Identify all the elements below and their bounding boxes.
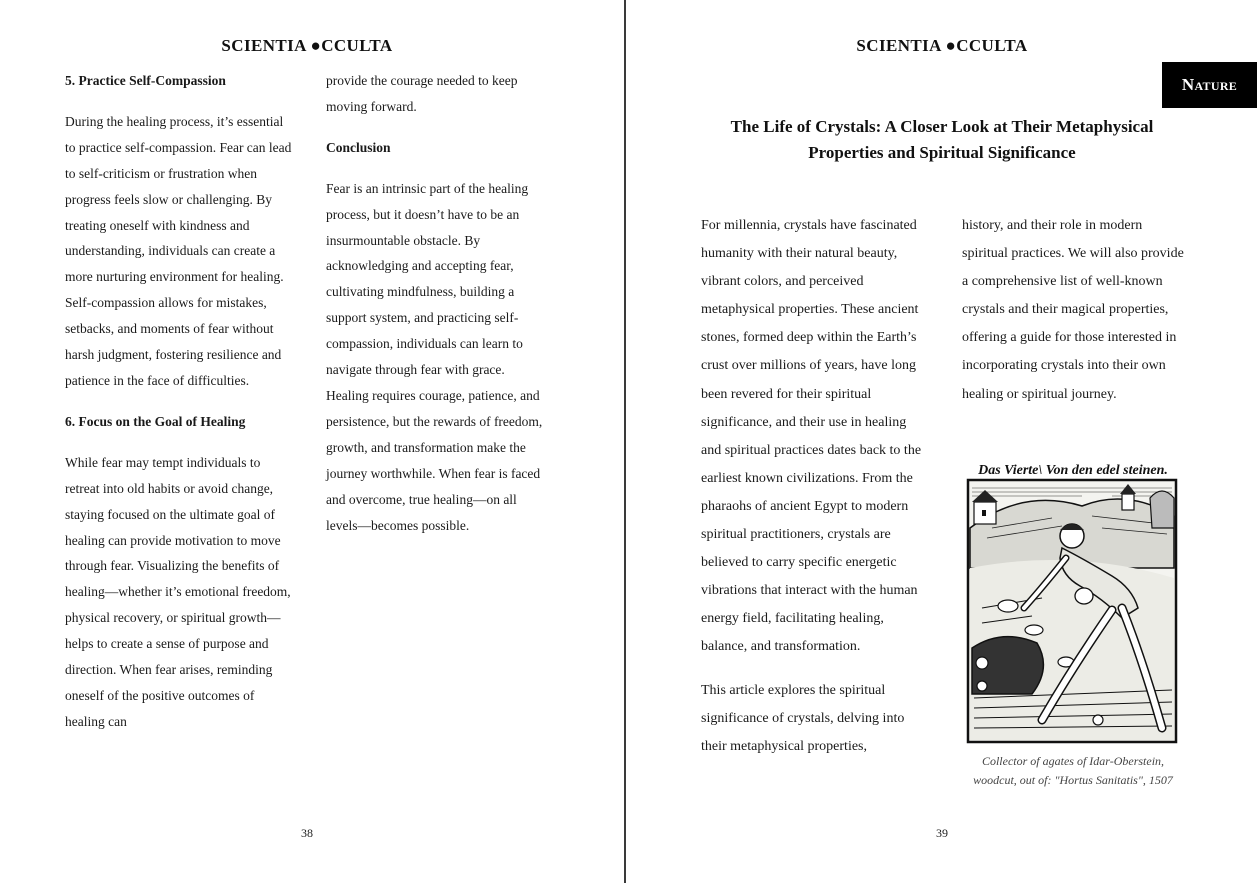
article-explores-paragraph: This article explores the spiritual significance of crystals, delving into their metaphysical properties,	[701, 682, 905, 754]
woodcut-figure	[962, 458, 1184, 790]
woodcut-heading: Das Vierte\ Von den edel steinen.	[978, 463, 1168, 478]
paragraph-self-compassion: During the healing process, it’s essential to practice self-compassion. Fear can lead to self-criticism or frustration when progress feels slow or challenging. By treating oneself with kindness and understanding, individuals can create a more nurturing environment for healing. Self-compassion allows for mistakes, setbacks, and moments of fear without harsh judgment, fostering resilience and patience in the face of difficulties.	[65, 113, 292, 388]
section-heading-6: 6. Focus on the Goal of Healing	[65, 413, 246, 429]
left-column-2	[326, 68, 548, 553]
paragraph-continued: provide the courage needed to keep moving forward.	[326, 73, 518, 114]
masthead-left: SCIENTIA ●CCULTA	[221, 36, 393, 55]
article-continued-paragraph: history, and their role in modern spiritual practices. We will also provide a comprehensive list of well-known crystals and their magical properties, offering a guide for those interested in incorporating crystals into their own healing or spiritual journey.	[962, 218, 1184, 402]
left-page	[0, 0, 624, 883]
article-title: The Life of Crystals: A Closer Look at Their Metaphysical Properties and Spiritual Significance	[730, 117, 1154, 162]
page-number-left: 38	[301, 826, 313, 840]
left-column-1	[65, 68, 293, 750]
right-column-1	[701, 212, 929, 776]
right-column-2	[962, 212, 1190, 424]
section-heading-conclusion: Conclusion	[326, 139, 391, 155]
paragraph-goal-of-healing: While fear may tempt individuals to retreat into old habits or avoid change, staying focused on the ultimate goal of healing can provide motivation to move through fear. Visualizing the benefits of healing—whether it’s emotional freedom, physical recovery, or spiritual growth—helps to create a sense of purpose and direction. When fear arises, reminding oneself of the positive outcomes of healing can	[65, 454, 291, 729]
section-heading-5: 5. Practice Self-Compassion	[65, 73, 226, 88]
paragraph-conclusion: Fear is an intrinsic part of the healing process, but it doesn’t have to be an insurmountable obstacle. By acknowledging and accepting fear, cultivating mindfulness, building a support system, and practicing self-compassion, individuals can learn to navigate through fear with grace. Healing requires courage, patience, and persistence, but the rewards of freedom, growth, and transformation make the journey worthwhile. When fear is faced and overcome, true healing—on all levels—becomes possible.	[326, 180, 543, 533]
page-number-right: 39	[936, 826, 948, 840]
article-intro-paragraph: For millennia, crystals have fascinated humanity with their natural beauty, vibrant colors, and perceived metaphysical properties. These ancient stones, formed deep within the Earth’s crust over millions of years, have long been revered for their spiritual significance, and their use in healing and spiritual practices dates back to the earliest known civilizations. From the pharaohs of ancient Egypt to modern spiritual practitioners, crystals are believed to carry specific energetic vibrations that interact with the human energy field, facilitating healing, balance, and transformation.	[701, 218, 922, 655]
woodcut-illustration	[962, 458, 1184, 746]
figure-caption: Collector of agates of Idar-Oberstein, woodcut, out of: "Hortus Sanitatis", 1507	[973, 754, 1173, 787]
right-page	[626, 0, 1257, 883]
masthead-right: SCIENTIA ●CCULTA	[856, 36, 1028, 55]
section-tag-nature: Nature	[1162, 62, 1257, 108]
